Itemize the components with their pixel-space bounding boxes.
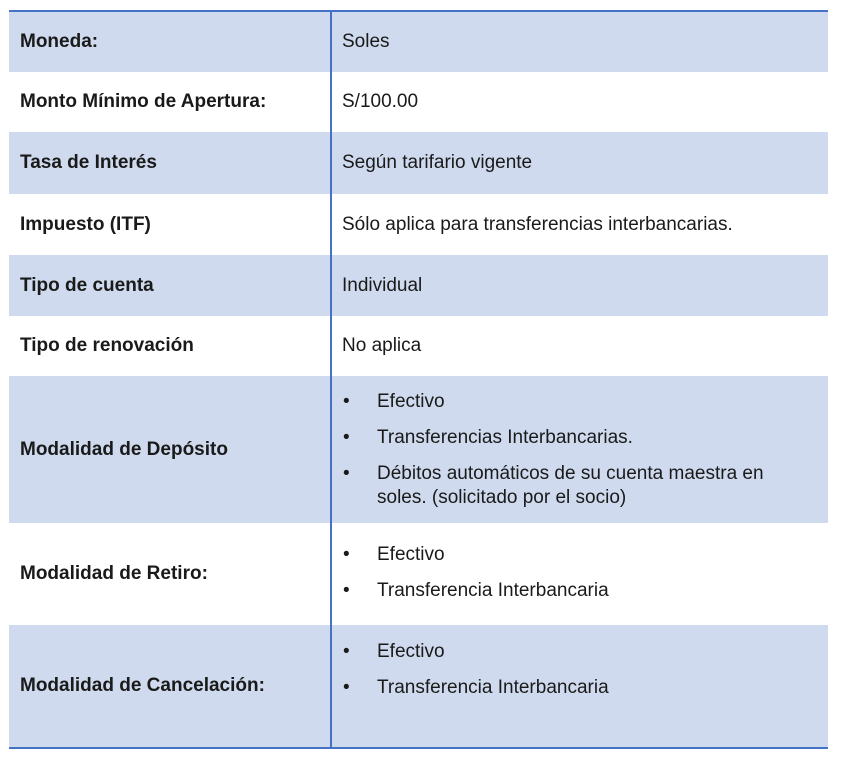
row-value-list [332, 523, 828, 625]
product-details-table [9, 10, 828, 749]
row-value: Individual [342, 274, 423, 296]
bullet-list [342, 640, 609, 712]
row-label: Tasa de Interés [20, 152, 157, 173]
list-item: • Efectivo [342, 640, 609, 664]
table-row [9, 376, 828, 523]
row-label: Modalidad de Depósito [20, 438, 228, 460]
row-value: No aplica [342, 335, 422, 356]
table-row [9, 625, 828, 747]
row-label: Moneda: [20, 31, 99, 52]
table-row [9, 194, 828, 255]
row-value: Según tarifario vigente [342, 152, 533, 173]
list-item: • Transferencia Interbancaria [342, 579, 609, 603]
row-label: Impuesto (ITF) [20, 213, 151, 235]
row-value: S/100.00 [342, 91, 419, 112]
table-row [9, 72, 828, 132]
table-row [9, 255, 828, 316]
list-item: • Efectivo [342, 543, 609, 567]
row-label: Tipo de cuenta [20, 274, 154, 296]
row-value: Soles [342, 31, 390, 52]
table-row [9, 132, 828, 194]
table-row [9, 316, 828, 376]
row-label: Modalidad de Cancelación: [20, 675, 265, 696]
list-item: • Transferencia Interbancaria [342, 676, 609, 700]
row-value: Sólo aplica para transferencias interbancarias. [342, 213, 733, 235]
bullet-list [342, 390, 828, 522]
bullet-list [342, 543, 609, 615]
list-item: • Efectivo [342, 390, 828, 414]
column-divider [330, 12, 332, 747]
list-item: • Débitos automáticos de su cuenta maestra en soles. (solicitado por el socio) [342, 462, 828, 510]
table-row [9, 12, 828, 72]
row-label: Monto Mínimo de Apertura: [20, 91, 267, 112]
table-row [9, 523, 828, 625]
row-label: Modalidad de Retiro: [20, 563, 208, 584]
list-item: • Transferencias Interbancarias. [342, 426, 828, 450]
row-label: Tipo de renovación [20, 335, 194, 356]
row-value-list [332, 376, 828, 523]
row-value-list [332, 625, 828, 747]
